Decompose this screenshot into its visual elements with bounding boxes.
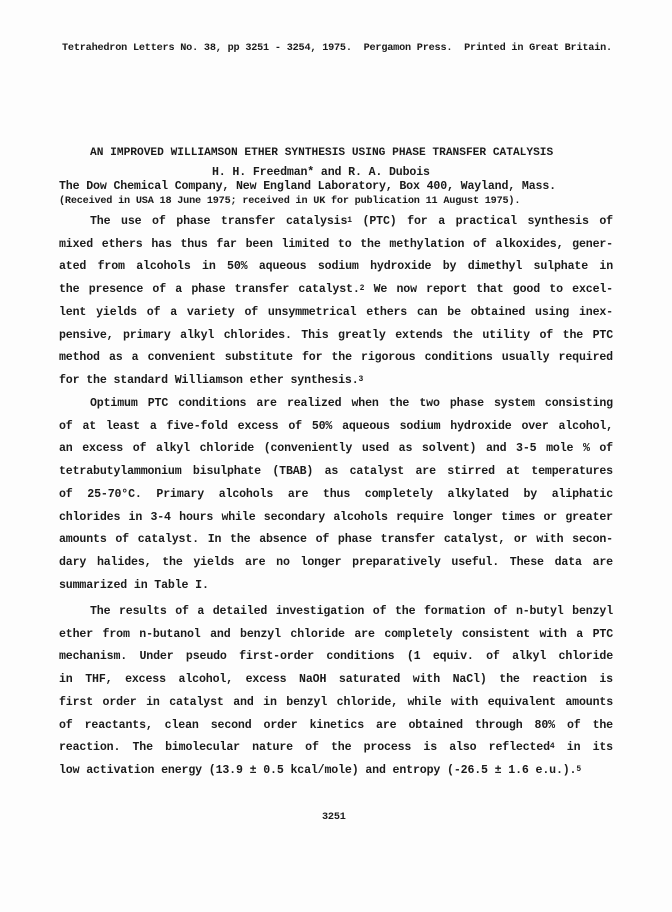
received-dates: (Received in USA 18 June 1975; received in UK for publication 11 August 1975).	[59, 196, 521, 207]
body-line	[59, 442, 613, 456]
body-line	[59, 238, 613, 252]
body-text-segment: low activation energy (13.9 ± 0.5 kcal/mole) and entropy (-26.5 ± 1.6 e.u.).	[59, 764, 577, 777]
article-title: AN IMPROVED WILLIAMSON ETHER SYNTHESIS USING PHASE TRANSFER CATALYSIS	[90, 147, 554, 159]
reference-superscript: 3	[358, 375, 364, 384]
body-line	[59, 465, 613, 479]
body-line	[59, 719, 613, 733]
body-line	[59, 673, 613, 687]
body-text-segment: summarized in Table I.	[59, 579, 209, 592]
body-text-segment: an excess of alkyl chloride (conveniently used as solvent) and 3-5 mole % of	[59, 442, 613, 455]
body-line	[59, 260, 613, 274]
body-line	[90, 397, 613, 411]
body-text-segment: of at least a five-fold excess of 50% aqueous sodium hydroxide over alcohol,	[59, 420, 613, 433]
page-number: 3251	[322, 812, 346, 823]
body-text-segment: of reactants, clean second order kinetics are obtained through 80% of the	[59, 719, 613, 732]
body-line	[59, 579, 209, 593]
body-line	[59, 283, 613, 297]
body-text-segment: mixed ethers has thus far been limited to the methylation of alkoxides, gener-	[59, 238, 613, 251]
body-text-segment: mechanism. Under pseudo first-order conditions (1 equiv. of alkyl chloride	[59, 650, 613, 663]
body-line	[59, 306, 613, 320]
body-line	[59, 533, 613, 547]
body-text-segment: of 25-70°C. Primary alcohols are thus completely alkylated by aliphatic	[59, 488, 613, 501]
body-text-segment: ated from alcohols in 50% aqueous sodium hydroxide by dimethyl sulphate in	[59, 260, 613, 273]
body-text-segment: reaction. The bimolecular nature of the process is also reflected	[59, 741, 550, 754]
body-text-segment: for the standard Williamson ether synthesis.	[59, 374, 359, 387]
reference-superscript: 5	[576, 765, 582, 774]
body-line	[59, 511, 613, 525]
body-text-segment: pensive, primary alkyl chlorides. This greatly extends the utility of the PTC	[59, 329, 613, 342]
body-line	[90, 215, 613, 229]
body-line	[59, 374, 363, 388]
reference-superscript: 2	[359, 284, 365, 293]
body-text-segment: We now report that good to excel-	[364, 283, 613, 296]
body-text-segment: method as a convenient substitute for the rigorous conditions usually required	[59, 351, 613, 364]
reference-superscript: 4	[549, 742, 555, 751]
body-text-segment: first order in catalyst and in benzyl chloride, while with equivalent amounts	[59, 696, 613, 709]
body-text-segment: lent yields of a variety of unsymmetrical ethers can be obtained using inex-	[59, 306, 613, 319]
body-text-segment: in THF, excess alcohol, excess NaOH saturated with NaCl) the reaction is	[59, 673, 613, 686]
body-line	[59, 329, 613, 343]
body-text-segment: dary halides, the yields are no longer preparatively useful. These data are	[59, 556, 613, 569]
body-text-segment: the presence of a phase transfer catalyst.	[59, 283, 360, 296]
body-text-segment: The use of phase transfer catalysis	[90, 215, 348, 228]
body-line	[59, 556, 613, 570]
body-text-segment: The results of a detailed investigation of the formation of n-butyl benzyl	[90, 605, 613, 618]
body-text-segment: in its	[554, 741, 613, 754]
body-line	[59, 650, 613, 664]
body-line	[59, 696, 613, 710]
body-text-segment: amounts of catalyst. In the absence of phase transfer catalyst, or with secon-	[59, 533, 613, 546]
body-line	[59, 488, 613, 502]
body-line	[90, 605, 613, 619]
body-text-segment: ether from n-butanol and benzyl chloride are completely consistent with a PTC	[59, 628, 613, 641]
body-line	[59, 420, 613, 434]
body-line	[59, 741, 613, 755]
body-line	[59, 351, 613, 365]
body-text-segment: (PTC) for a practical synthesis of	[351, 215, 613, 228]
article-authors: H. H. Freedman* and R. A. Dubois	[212, 166, 430, 179]
body-text-segment: Optimum PTC conditions are realized when the two phase system consisting	[90, 397, 613, 410]
body-text-segment: tetrabutylammonium bisulphate (TBAB) as catalyst are stirred at temperatures	[59, 465, 613, 478]
body-text-segment: chlorides in 3-4 hours while secondary alcohols require longer times or greater	[59, 511, 613, 524]
reference-superscript: 1	[347, 216, 352, 225]
body-line	[59, 764, 581, 778]
article-affiliation: The Dow Chemical Company, New England Laboratory, Box 400, Wayland, Mass.	[59, 180, 556, 193]
journal-citation: Tetrahedron Letters No. 38, pp 3251 - 3254, 1975. Pergamon Press. Printed in Great Britain.	[62, 43, 612, 54]
body-line	[59, 628, 613, 642]
